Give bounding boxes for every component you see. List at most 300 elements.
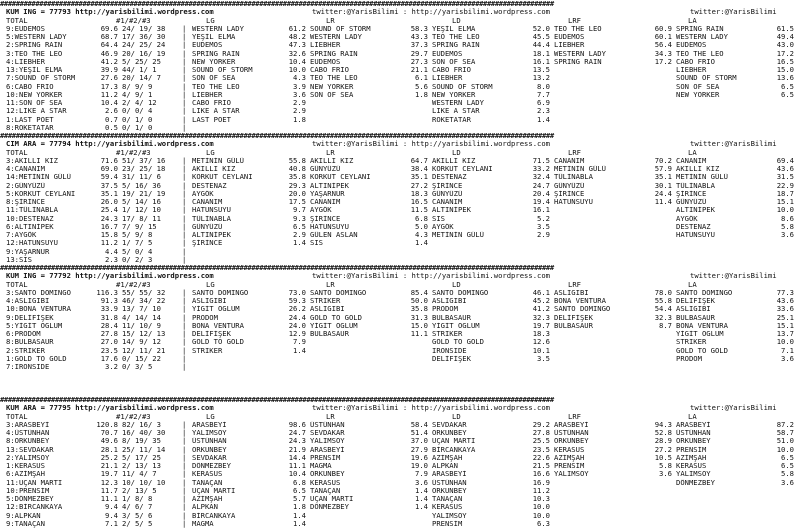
column-separator: |	[182, 206, 187, 215]
column-header: #1/#2/#3	[116, 412, 151, 421]
cell-c3v: 32.3	[532, 313, 550, 322]
placing-counts: 24/ 25/ 24	[122, 41, 166, 50]
column-separator: |	[182, 214, 187, 223]
cell-c5n: SANTO DOMINGO	[676, 288, 733, 297]
cell-c1v: 1.4	[293, 239, 306, 248]
total-score: 17.6	[100, 354, 118, 363]
cell-c2n: ASLIGIBI	[310, 305, 345, 314]
hash-rule: #############################################################################################################################################	[0, 264, 554, 272]
total-score: 16.7	[100, 222, 118, 231]
column-separator: |	[182, 198, 187, 206]
cell-c5v: 10.0	[776, 445, 794, 454]
cell-c5n: ARASBEYİ	[676, 420, 711, 429]
cell-c5v: 49.4	[776, 33, 794, 41]
cell-c3v: 18.3	[532, 330, 550, 338]
column-header: LR	[326, 148, 335, 157]
column-separator: |	[182, 181, 187, 190]
cell-c4n: TEO THE LEO	[554, 24, 602, 33]
column-header: LD	[452, 16, 461, 25]
cell-c1n: TEO THE LEO	[192, 82, 240, 91]
cell-c2n: UÇAN MARTI	[310, 495, 354, 503]
cell-c3n: ORKUNBEY	[432, 429, 467, 437]
cell-c4v: 17.2	[654, 57, 672, 66]
cell-c1v: 48.2	[288, 33, 306, 41]
column-header: #1/#2/#3	[116, 148, 151, 157]
cell-c2n: SON OF SEA	[310, 90, 354, 99]
cell-c5v: 5.8	[781, 470, 794, 479]
cell-c5v: 51.0	[776, 437, 794, 446]
placing-counts: 44/ 1/ 1	[122, 66, 157, 74]
cell-c1n: EUDEMOS	[192, 41, 223, 50]
total-score: 17.3	[100, 82, 118, 91]
placing-counts: 1/ 12/ 10	[122, 206, 161, 215]
placing-counts: 19/ 21/ 19	[122, 189, 166, 198]
total-score: 19.7	[100, 470, 118, 479]
race-title-line	[0, 272, 800, 280]
cell-c1n: YEŞİL ELMA	[192, 33, 236, 41]
placing-counts: 5/ 14/ 16	[122, 198, 161, 206]
cell-c4n: KERASUS	[554, 445, 585, 454]
cell-c1v: 24.3	[288, 437, 306, 446]
placing-counts: 11/ 4/ 7	[122, 470, 157, 479]
column-separator: |	[182, 321, 187, 330]
horse-name: 1:KERASUS	[6, 462, 45, 470]
cell-c1v: 1.4	[293, 346, 306, 355]
table-row	[0, 256, 800, 264]
cell-c2v: 11.5	[410, 206, 428, 215]
table-row	[0, 297, 800, 305]
total-score: 31.8	[100, 313, 118, 322]
cell-c3n: GÜNYÜZÜ	[432, 189, 463, 198]
horse-name: 13:SEVDAKAR	[6, 445, 54, 454]
total-score: 26.0	[100, 198, 118, 206]
cell-c2v: 27.3	[410, 57, 428, 66]
cell-c4v: 34.3	[654, 49, 672, 58]
table-row	[0, 462, 800, 470]
horse-name: 3:TEO THE LEO	[6, 49, 63, 58]
cell-c5n: AKILLI KIZ	[676, 165, 720, 173]
cell-c4n: EUDEMOS	[554, 33, 585, 41]
column-separator: |	[182, 338, 187, 347]
total-score: 49.6	[100, 437, 118, 446]
column-header: LG	[206, 16, 215, 25]
column-header: LG	[206, 280, 215, 289]
cell-c3v: 29.2	[532, 420, 550, 429]
placing-counts: 2/ 4/ 12	[122, 99, 157, 107]
placing-counts: 15/ 12/ 13	[122, 330, 166, 338]
total-score: 10.4	[100, 99, 118, 107]
cell-c4v: 94.3	[654, 420, 672, 429]
cell-c2v: 51.4	[410, 429, 428, 437]
horse-name: 8:ORKUNBEY	[6, 437, 50, 446]
table-row	[0, 437, 800, 445]
cell-c1n: TANAÇAN	[192, 478, 223, 487]
cell-c4n: HATUNSUYU	[554, 198, 593, 206]
cell-c3n: YİĞİT OĞLUM	[432, 321, 480, 330]
cell-c3v: 46.1	[532, 288, 550, 297]
column-header: TOTAL	[6, 16, 28, 25]
table-row	[0, 165, 800, 173]
placing-counts: 8/ 9/ 9	[122, 82, 153, 91]
cell-c5n: ASLIGIBI	[676, 305, 711, 314]
placing-counts: 5/ 9/ 8	[122, 231, 153, 239]
cell-c1v: 9.7	[293, 206, 306, 215]
cell-c4v: 27.2	[654, 445, 672, 454]
column-separator: |	[182, 66, 187, 74]
cell-c2v: 3.6	[415, 478, 428, 487]
placing-counts: 2/ 13/ 5	[122, 486, 157, 495]
table-row	[0, 338, 800, 346]
placing-counts: 13/ 7/ 10	[122, 305, 161, 314]
horse-name: 4:LIEBHER	[6, 57, 45, 66]
cell-c5v: 31.5	[776, 173, 794, 182]
total-score: 71.6	[100, 156, 118, 165]
total-score: 68.7	[100, 33, 118, 41]
column-header: LD	[452, 148, 461, 157]
cell-c2n: WESTERN LADY	[310, 33, 362, 41]
cell-c4v: 28.9	[654, 437, 672, 446]
cell-c1v: 21.9	[288, 445, 306, 454]
table-row	[0, 487, 800, 495]
cell-c4v: 60.9	[654, 24, 672, 33]
cell-c2n: CANANIM	[310, 198, 341, 206]
cell-c2n: BULBASAUR	[310, 330, 349, 338]
placing-counts: 46/ 34/ 22	[122, 297, 166, 305]
cell-c3v: 10.0	[532, 511, 550, 520]
cell-c4v: 8.7	[659, 321, 672, 330]
cell-c5v: 6.5	[781, 453, 794, 462]
cell-c1n: YİĞİT OĞLUM	[192, 305, 240, 314]
cell-c3n: DELİFİŞEK	[432, 354, 471, 363]
column-separator: |	[182, 222, 187, 231]
cell-c4n: ŞİRİNCE	[554, 189, 585, 198]
cell-c1v: 24.4	[288, 313, 306, 322]
placing-counts: 51/ 37/ 16	[122, 156, 166, 165]
table-row	[0, 99, 800, 107]
cell-c5n: AYGÖK	[676, 214, 698, 223]
column-separator: |	[182, 74, 187, 83]
horse-name: 6:ALTINİPEK	[6, 222, 54, 231]
placing-counts: 10/ 10/ 10	[122, 478, 166, 487]
cell-c2v: 16.5	[410, 198, 428, 206]
cell-c3v: 22.6	[532, 453, 550, 462]
placing-counts: 5/ 0/ 4	[122, 247, 153, 256]
table-row	[0, 330, 800, 338]
cell-c5v: 77.3	[776, 288, 794, 297]
cell-c3v: 10.3	[532, 495, 550, 503]
total-score: 28.1	[100, 445, 118, 454]
cell-c1n: AYGÖK	[192, 189, 214, 198]
cell-c1n: NEW YORKER	[192, 57, 236, 66]
cell-c1v: 59.3	[288, 297, 306, 305]
cell-c3n: PRENSİM	[432, 519, 463, 528]
column-separator: |	[182, 519, 187, 528]
table-row	[0, 116, 800, 124]
cell-c1v: 1.8	[293, 115, 306, 124]
cell-c3v: 7.7	[537, 90, 550, 99]
column-separator: |	[182, 437, 187, 446]
cell-c2v: 58.3	[410, 24, 428, 33]
column-separator: |	[182, 24, 187, 33]
cell-c3v: 41.2	[532, 305, 550, 314]
table-row	[0, 421, 800, 429]
table-row	[0, 198, 800, 206]
table-row	[0, 66, 800, 74]
cell-c3v: 24.7	[532, 181, 550, 190]
horse-name: 6:PRODOM	[6, 330, 41, 338]
placing-counts: 0/ 1/ 0	[122, 123, 153, 132]
total-score: 33.9	[100, 305, 118, 314]
column-separator: |	[182, 99, 187, 107]
column-header: #1/#2/#3	[116, 16, 151, 25]
cell-c3v: 16.9	[532, 478, 550, 487]
cell-c5v: 10.0	[776, 338, 794, 347]
total-score: 9.4	[105, 503, 118, 512]
cell-c3v: 16.1	[532, 57, 550, 66]
horse-name: 12:LIKE A STAR	[6, 107, 67, 116]
cell-c3v: 21.5	[532, 462, 550, 470]
total-score: 35.1	[100, 189, 118, 198]
horse-name: 4:ÜSTÜNHAN	[6, 429, 50, 437]
placing-counts: 0/ 15/ 22	[122, 354, 161, 363]
cell-c1v: 26.2	[288, 305, 306, 314]
horse-name: 2:GÜNYÜZÜ	[6, 181, 45, 190]
cell-c5n: GÜNYÜZÜ	[676, 198, 707, 206]
total-score: 11.2	[100, 90, 118, 99]
column-separator: |	[182, 49, 187, 58]
cell-c5v: 18.7	[776, 189, 794, 198]
total-score: 41.2	[100, 57, 118, 66]
column-separator: |	[182, 495, 187, 503]
total-score: 27.0	[100, 338, 118, 347]
cell-c2n: CABO FRIO	[310, 66, 349, 74]
column-separator: |	[182, 354, 187, 363]
column-header-line	[0, 149, 800, 157]
cell-c3n: DESTENAZ	[432, 173, 467, 182]
total-score: 21.1	[100, 462, 118, 470]
cell-c3n: IRONSIDE	[432, 346, 467, 355]
table-row	[0, 429, 800, 437]
horse-name: 5:KORKUT CEYLANI	[6, 189, 76, 198]
placing-counts: 20/ 14/ 7	[122, 74, 161, 83]
total-score: 7.1	[105, 519, 118, 528]
cell-c1v: 6.5	[293, 222, 306, 231]
table-row	[0, 347, 800, 355]
cell-c1n: BİRCANKAYA	[192, 511, 236, 520]
cell-c2n: SEVDAKAR	[310, 429, 345, 437]
total-score: 64.4	[100, 41, 118, 50]
cell-c2n: PRENSİM	[310, 453, 341, 462]
horse-name: 9:YAŞARNUR	[6, 247, 50, 256]
column-header: LR	[326, 412, 335, 421]
cell-c2n: KORKUT CEYLANI	[310, 173, 371, 182]
horse-name: 12:HATUNSUYU	[6, 239, 58, 248]
cell-c1v: 17.5	[288, 198, 306, 206]
total-score: 11.7	[100, 486, 118, 495]
horse-name: 2:SPRING RAIN	[6, 41, 63, 50]
cell-c3n: YALIMSOY	[432, 511, 467, 520]
total-score: 11.2	[100, 239, 118, 248]
column-separator: |	[182, 445, 187, 454]
cell-c2v: 37.0	[410, 437, 428, 446]
table-row	[0, 74, 800, 82]
column-separator: |	[182, 255, 187, 264]
cell-c2v: 18.3	[410, 189, 428, 198]
cell-c1v: 55.8	[288, 156, 306, 165]
cell-c4n: SANTO DOMINGO	[554, 305, 611, 314]
cell-c2v: 7.9	[415, 470, 428, 479]
cell-c2n: SANTO DOMINGO	[310, 288, 367, 297]
horse-name: 7:AYGÖK	[6, 231, 37, 239]
twitter-link: twitter:@YarisBilimi : http://yarisbilimi.wordpress.com	[312, 8, 550, 17]
total-score: 2.6	[105, 107, 118, 116]
cell-c1n: KERASUS	[192, 470, 223, 479]
cell-c2v: 29.7	[410, 49, 428, 58]
table-row	[0, 454, 800, 462]
placing-counts: 8/ 19/ 35	[122, 437, 161, 446]
column-separator: |	[182, 503, 187, 512]
cell-c5v: 87.2	[776, 420, 794, 429]
column-separator: |	[182, 288, 187, 297]
column-separator: |	[182, 486, 187, 495]
cell-c3v: 33.2	[532, 165, 550, 173]
cell-c1v: 5.7	[293, 495, 306, 503]
cell-c4v: 56.4	[654, 41, 672, 50]
cell-c4v: 24.4	[654, 189, 672, 198]
cell-c1v: 10.0	[288, 66, 306, 74]
cell-c3n: AKILLI KIZ	[432, 156, 476, 165]
cell-c5n: ÜSTÜNHAN	[676, 429, 711, 437]
placing-counts: 82/ 16/ 3	[122, 420, 161, 429]
placing-counts: 0/ 0/ 4	[122, 107, 153, 116]
twitter-link: twitter:@YarisBilimi : http://yarisbilimi.wordpress.com	[312, 404, 550, 413]
race-title: KUM ING = 77793 http://yarisbilimi.wordpress.com	[6, 8, 214, 17]
cell-c3v: 13.2	[532, 74, 550, 83]
cell-c5n: DELİFİŞEK	[676, 297, 715, 305]
cell-c5n: SPRING RAIN	[676, 24, 724, 33]
total-score: 0.7	[105, 115, 118, 124]
table-row	[0, 363, 800, 371]
cell-c1v: 2.9	[293, 231, 306, 239]
cell-c3n: ALPKAN	[432, 462, 458, 470]
cell-c5n: NEW YORKER	[676, 90, 720, 99]
cell-c1n: HATUNSUYU	[192, 206, 231, 215]
cell-c5v: 3.6	[781, 354, 794, 363]
total-score: 59.4	[100, 173, 118, 182]
cell-c5n: ALTINİPEK	[676, 206, 715, 215]
cell-c2v: 6.8	[415, 214, 428, 223]
table-row	[0, 182, 800, 190]
cell-c1n: AKILLI KIZ	[192, 165, 236, 173]
cell-c5v: 15.0	[776, 66, 794, 74]
cell-c2v: 21.1	[410, 66, 428, 74]
cell-c1v: 1.4	[293, 519, 306, 528]
total-score: 116.3	[96, 288, 118, 297]
table-row	[0, 58, 800, 66]
cell-c3v: 71.5	[532, 156, 550, 165]
cell-c5v: 13.7	[776, 330, 794, 338]
cell-c4v: 55.8	[654, 297, 672, 305]
cell-c3n: STRIKER	[432, 330, 463, 338]
cell-c1n: SPRING RAIN	[192, 49, 240, 58]
cell-c4n: BONA VENTURA	[554, 297, 606, 305]
total-score: 120.8	[96, 420, 118, 429]
cell-c2v: 4.3	[415, 231, 428, 239]
cell-c4v: 30.1	[654, 181, 672, 190]
cell-c5v: 43.6	[776, 297, 794, 305]
cell-c3v: 45.2	[532, 297, 550, 305]
cell-c3v: 10.0	[532, 503, 550, 512]
cell-c2v: 50.0	[410, 297, 428, 305]
cell-c4v: 10.5	[654, 453, 672, 462]
cell-c4v: 5.8	[659, 462, 672, 470]
column-header: LRF	[568, 412, 581, 421]
placing-counts: 0/ 3/ 5	[122, 363, 153, 371]
column-separator: |	[182, 511, 187, 520]
cell-c5v: 61.5	[776, 24, 794, 33]
total-score: 39.9	[100, 66, 118, 74]
cell-c3n: ASLIGIBI	[432, 297, 467, 305]
column-separator: |	[182, 57, 187, 66]
placing-counts: 5/ 25/ 25	[122, 57, 161, 66]
horse-name: 8:BULBASAUR	[6, 338, 54, 347]
cell-c3n: CABO FRIO	[432, 66, 471, 74]
placing-counts: 14/ 9/ 12	[122, 338, 161, 347]
cell-c5n: HATUNSUYU	[676, 231, 715, 239]
cell-c3v: 18.1	[532, 49, 550, 58]
cell-c1n: AZİMŞAH	[192, 495, 223, 503]
total-score: 23.5	[100, 346, 118, 355]
column-separator: |	[182, 231, 187, 239]
cell-c5n: STRIKER	[676, 338, 707, 347]
cell-c3n: ORKUNBEY	[432, 486, 467, 495]
total-score: 0.5	[105, 123, 118, 132]
cell-c5v: 43.0	[776, 41, 794, 50]
column-separator: |	[182, 429, 187, 437]
total-score: 37.5	[100, 181, 118, 190]
table-row	[0, 314, 800, 322]
cell-c4n: LIEBHER	[554, 41, 585, 50]
placing-counts: 5/ 17/ 25	[122, 453, 161, 462]
cell-c3n: BİRCANKAYA	[432, 445, 476, 454]
cell-c2v: 43.3	[410, 33, 428, 41]
horse-name: 9:EUDEMOS	[6, 24, 45, 33]
cell-c4n: SPRING RAIN	[554, 57, 602, 66]
cell-c3n: TEO THE LEO	[432, 33, 480, 41]
cell-c2n: GÜNYÜZÜ	[310, 165, 341, 173]
cell-c1v: 98.6	[288, 420, 306, 429]
cell-c2n: AKILLI KIZ	[310, 156, 354, 165]
twitter-link: twitter:@YarisBilimi : http://yarisbilimi.wordpress.com	[312, 272, 550, 281]
race-title-line	[0, 8, 800, 16]
cell-c3n: EUDEMOS	[432, 49, 463, 58]
placing-counts: 17/ 36/ 30	[122, 33, 166, 41]
placing-counts: 23/ 25/ 18	[122, 165, 166, 173]
cell-c4v: 35.1	[654, 173, 672, 182]
cell-c3v: 8.0	[537, 82, 550, 91]
cell-c3n: WESTERN LADY	[432, 99, 484, 107]
column-separator: |	[182, 239, 187, 248]
table-row	[0, 322, 800, 330]
placing-counts: 0/ 1/ 0	[122, 115, 153, 124]
table-row	[0, 206, 800, 214]
placing-counts: 12/ 11/ 21	[122, 346, 166, 355]
column-separator: |	[182, 173, 187, 182]
cell-c1n: WESTERN LADY	[192, 24, 244, 33]
total-score: 69.6	[100, 24, 118, 33]
cell-c5n: SON OF SEA	[676, 82, 720, 91]
twitter-handle: twitter:@YarisBilimi	[690, 8, 777, 17]
